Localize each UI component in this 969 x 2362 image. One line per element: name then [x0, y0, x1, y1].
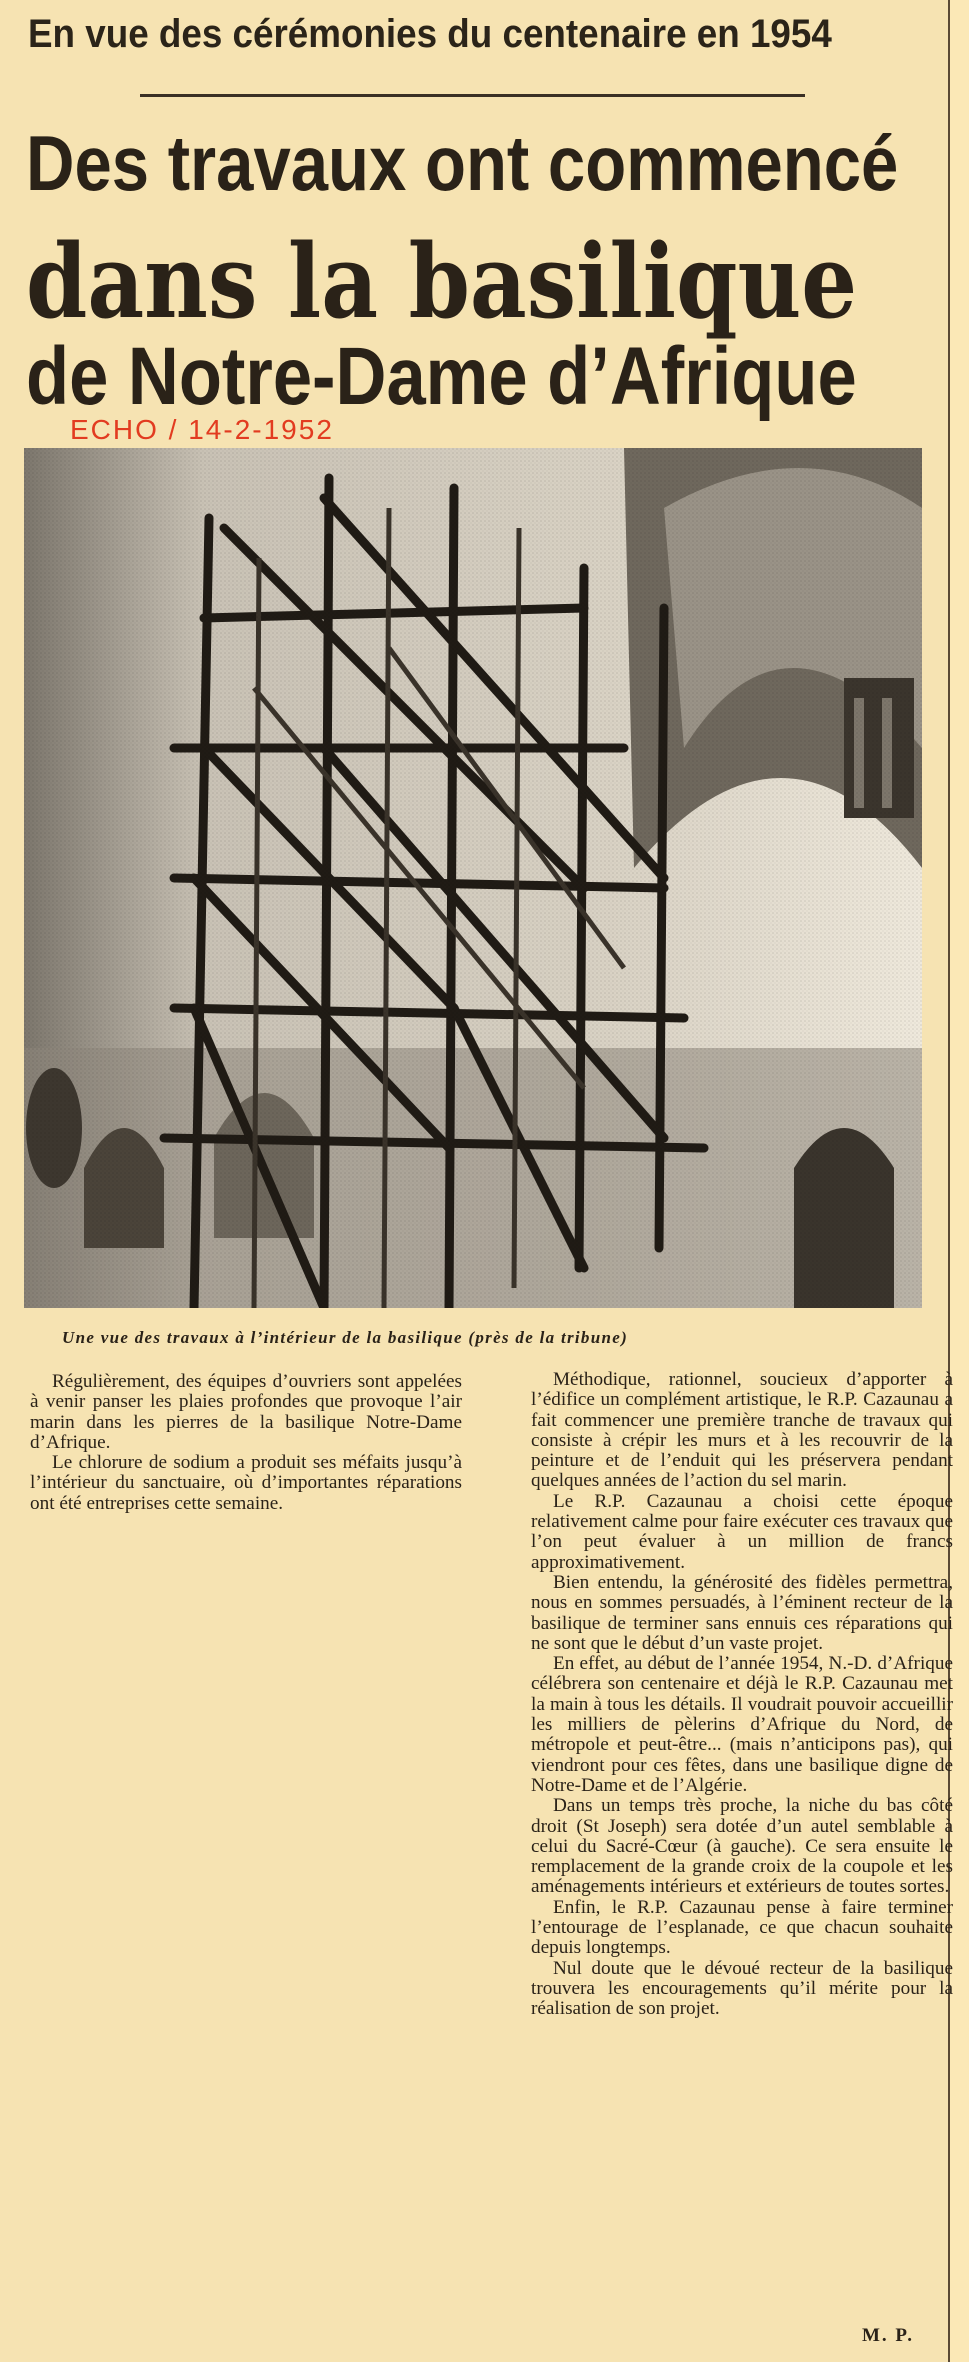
article-column-right: [531, 1370, 953, 2020]
paragraph: Méthodique, rationnel, soucieux d’apporter à l’édifice un complément artistique, le R.P. Cazaunau a fait commencer une première tranche de travaux qui consiste à crépir les murs et à les recouvrir de la peinture et de l’enduit qui les préservera pendant quelques années de l’action du sel marin.: [531, 1369, 953, 1492]
article-column-left: [30, 1372, 462, 1514]
author-signature: M. P.: [861, 2325, 914, 2346]
paragraph: Le R.P. Cazaunau a choisi cette époque relativement calme pour faire exécuter ces travaux que l’on peut évaluer à un million de francs approximativement.: [531, 1490, 953, 1573]
source-date-stamp: ECHO / 14-2-1952: [70, 414, 334, 445]
paragraph: Régulièrement, des équipes d’ouvriers sont appelées à venir panser les plaies profondes que provoque l’air marin dans les pierres de la basilique Notre-Dame d’Afrique.: [30, 1371, 462, 1453]
scaffolding-photo: [24, 448, 922, 1308]
paragraph: Le chlorure de sodium a produit ses méfaits jusqu’à l’intérieur du sanctuaire, où d’importantes réparations ont été entreprises cette semaine.: [30, 1452, 462, 1514]
headline-rule: [140, 94, 805, 97]
scaffolding-photo-drawing: [24, 448, 922, 1308]
paragraph: Bien entendu, la générosité des fidèles permettra, nous en sommes persuadés, à l’éminent recteur de la basilique de terminer sans ennuis ces réparations qui ne sont que le début d’un vaste projet.: [531, 1571, 953, 1654]
paragraph: Nul doute que le dévoué recteur de la basilique trouvera les encouragements qu’il mérite pour la réalisation de son projet.: [531, 1957, 953, 2020]
headline-line-1: Des travaux ont commencé: [26, 119, 899, 207]
headline-line-3: de Notre-Dame d’Afrique: [26, 331, 857, 422]
headline-line-2: dans la basilique: [26, 222, 858, 342]
photo-caption: Une vue des travaux à l’intérieur de la basilique (près de la tribune): [62, 1328, 629, 1347]
paragraph: Enfin, le R.P. Cazaunau pense à faire terminer l’entourage de l’esplanade, ce que chacun souhaite depuis longtemps.: [531, 1896, 953, 1959]
paragraph: En effet, au début de l’année 1954, N.-D. d’Afrique célébrera son centenaire et déjà le R.P. Cazaunau met la main à tous les détails. Il voudrait pouvoir accueillir les milliers de pèlerins d’Afrique du Nord, de métropole et peut-être... (mais n’anticipons pas), qui viendront pour ces fêtes, dans une basilique digne de Notre-Dame et de l’Algérie.: [531, 1653, 953, 1796]
kicker-headline: En vue des cérémonies du centenaire en 1954: [28, 12, 832, 56]
paragraph: Dans un temps très proche, la niche du bas côté droit (St Joseph) sera dotée d’un autel semblable à celui du Sacré-Cœur (à gauche). Ce sera ensuite le remplacement de la grande croix de la coupole et les aménagements intérieurs et extérieurs de toutes sortes.: [531, 1795, 953, 1898]
